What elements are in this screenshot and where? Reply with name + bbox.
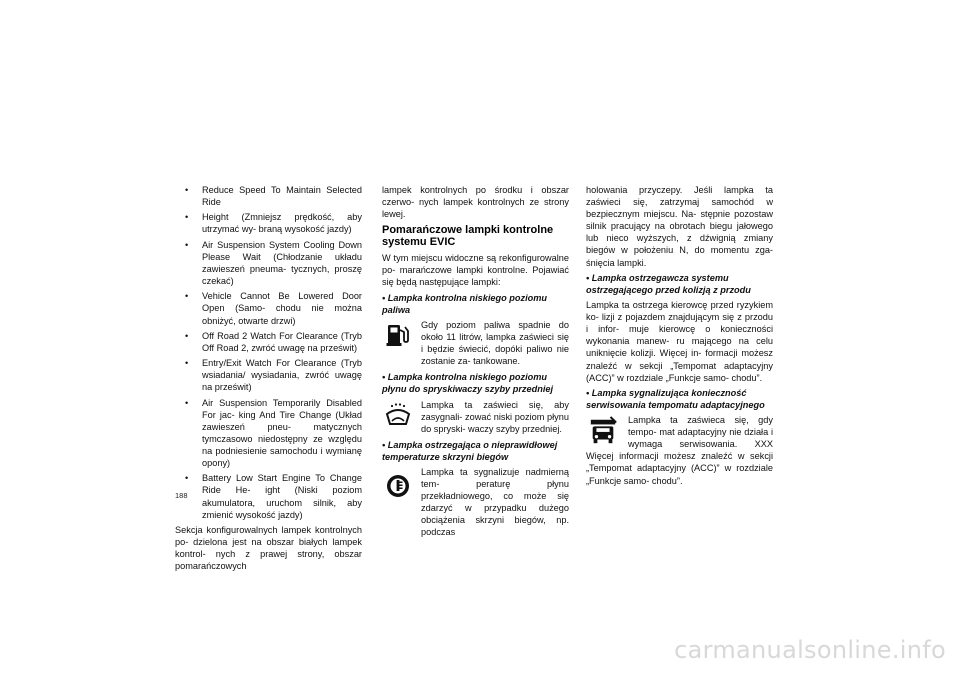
washer-fluid-icon	[384, 401, 412, 429]
body-paragraph: W tym miejscu widoczne są rekonfigurowalne po- marańczowe lampki kontrolne. Pojawiać się będą następujące lampki:	[382, 253, 569, 288]
list-item: • Off Road 2 Watch For Clearance (Tryb Off Road 2, zwróć uwagę na prześwit)	[175, 330, 362, 354]
lamp-text-transmission: Lampka ta sygnalizuje nadmierną tem- peraturę płynu przekładniowego, co może się zdarzyć w przypadku dużego obciążenia skrzyni biegów, np. podczas	[421, 466, 569, 538]
lamp-block-acc-service	[586, 414, 773, 487]
list-item: • Air Suspension System Cooling Down Please Wait (Chłodzanie układu zawieszeń pneuma- tycznych, proszę czekać)	[175, 239, 362, 287]
lamp-block-fuel	[382, 319, 569, 367]
lamp-title-transmission: • Lampka ostrzegająca o nieprawidłowej temperaturze skrzyni biegów	[382, 439, 558, 462]
list-item: • Entry/Exit Watch For Clearance (Tryb wsiadania/ wysiadania, zwróć uwagę na prześwit)	[175, 357, 362, 393]
lamp-block-transmission	[382, 466, 569, 539]
lamp-title-acc-service: • Lampka sygnalizująca konieczność serwisowania tempomatu adaptacyjnego	[586, 387, 765, 410]
list-item: • Air Suspension Temporarily Disabled For jac- king And Tire Change (Układ zawieszeń pneu- matycznych tymczasowo niedostępny ze względu na podniesienie samochodu i wymianę opony)	[175, 397, 362, 470]
list-item: • Height (Zmniejsz prędkość, aby utrzymać wy- braną wysokość jazdy)	[175, 211, 362, 235]
list-item: • Vehicle Cannot Be Lowered Door Open (Samo- chodu nie można obniżyć, otwarte drzwi)	[175, 290, 362, 326]
fuel-pump-icon	[384, 321, 412, 349]
body-paragraph: lampek kontrolnych po środku i obszar czerwo- nych lampek kontrolnych ze strony lewej.	[382, 185, 569, 220]
acc-service-icon	[588, 416, 618, 446]
lamp-text-washer: Lampka ta zaświeci się, aby zasygnali- zować niski poziom płynu do spryski- waczy szyby przedniej.	[421, 399, 569, 434]
column-left	[175, 184, 362, 576]
body-paragraph: Sekcja konfigurowalnych lampek kontrolnych po- dzielona jest na obszar białych lampek kontrol- nych z prawej strony, obszar pomarańczowych	[175, 524, 362, 572]
lamp-block-washer	[382, 399, 569, 435]
column-right	[586, 184, 773, 490]
section-heading: Pomarańczowe lampki kontrolne systemu EVIC	[382, 224, 554, 249]
lamp-title-collision: • Lampka ostrzegawcza systemu ostrzegającego przed kolizją z przodu	[586, 272, 751, 295]
lamp-title-fuel: • Lampka kontrolna niskiego poziomu paliwa	[382, 292, 548, 315]
lamp-text-acc-service: Lampka ta zaświeca się, gdy tempo- mat adaptacyjny nie działa i wymaga serwisowania. XXX Więcej informacji możesz znaleźć w sekcji „Tempomat adaptacyjny (ACC)” w rozdziale „Funkcje samo- chodu”.	[586, 415, 773, 486]
list-item: • Battery Low Start Engine To Change Ride He- ight (Niski poziom akumulatora, uruchom silnik, aby zmienić wysokość jazdy)	[175, 472, 362, 520]
lamp-text-fuel: Gdy poziom paliwa spadnie do około 11 litrów, lampka zaświeci się i będzie świecić, dopóki paliwo nie zostanie za- tankowane.	[421, 319, 569, 367]
message-list	[175, 184, 362, 521]
transmission-temperature-icon	[384, 472, 412, 500]
lamp-text-collision: Lampka ta ostrzega kierowcę przed ryzykiem ko- lizji z pojazdem znajdującym się z przodu i infor- muje kierowcę o konieczności wykonania manew- ru mającego na celu uniknięcie kolizji. Więcej in- formacji możesz znaleźć w sekcji „Tempomat adaptacyjny (ACC)” w rozdziale „Funkcje samo- chodu”.	[586, 300, 773, 383]
lamp-title-washer: • Lampka kontrolna niskiego poziomu płynu do spryskiwaczy szyby przedniej	[382, 372, 554, 395]
list-item: • Reduce Speed To Maintain Selected Ride	[175, 184, 362, 208]
body-paragraph: holowania przyczepy. Jeśli lampka ta zaświeci się, zatrzymaj samochód w bezpiecznym miejscu. Na- stępnie pozostaw silnik pracujący na obrotach biegu jałowego lub nieco wyższych, z dźwignią zmiany biegów w położeniu N, do momentu zga- śnięcia lampki.	[586, 185, 773, 268]
column-middle	[382, 184, 569, 543]
watermark: carmanualsonline.info	[674, 636, 946, 664]
page-number: 188	[175, 491, 188, 500]
